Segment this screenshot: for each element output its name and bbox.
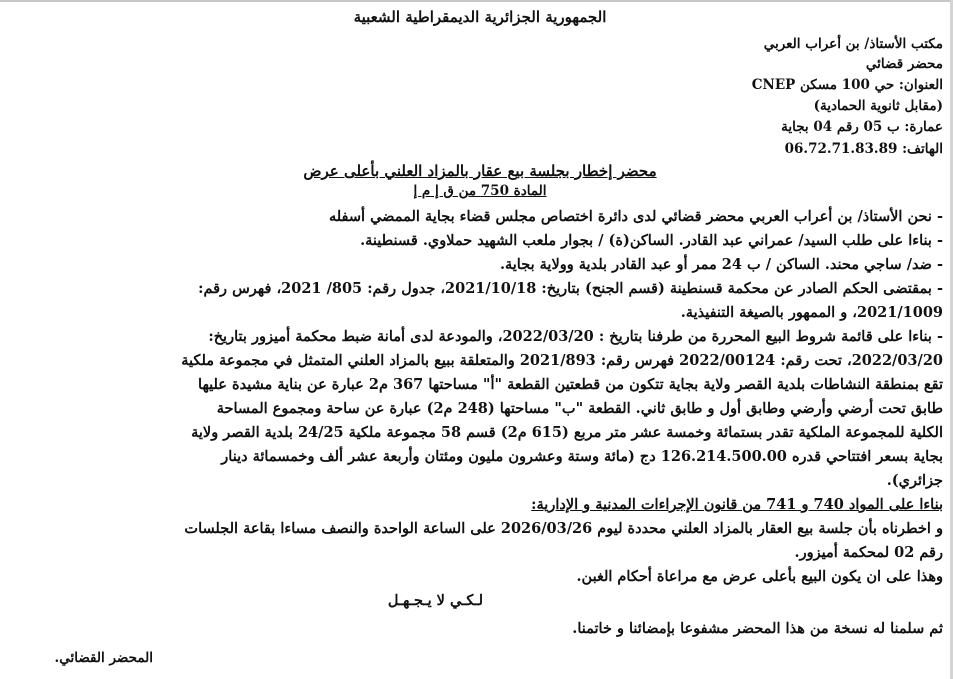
copy-statement: ثم سلمنا له نسخة من هذا المحضر مشفوعا بإمضائنا و خاتمنا. [572, 620, 943, 637]
office-role: محضر قضائي [865, 56, 943, 72]
office-address: العنوان: حي 100 مسكن CNEP [751, 77, 943, 93]
body-line: 2021/1009، و الممهور بالصيغة التنفيذية. [680, 304, 943, 321]
signature-label: المحضر القضائي. [54, 650, 153, 666]
body-line: - بناءا على طلب السيد/ عمراني عبد القادر. الساكن(ة) / بجوار ملعب الشهيد حملاوي. قسنطينة. [360, 232, 943, 249]
office-name: مكتب الأستاذ/ بن أعراب العربي [763, 36, 943, 52]
office-building: عمارة: ب 05 رقم 04 بجاية [781, 119, 943, 135]
office-phone: الهاتف: 06.72.71.83.89 [784, 141, 943, 157]
body-line: - ضد/ ساجي محند. الساكن / ب 24 ممر أو عبد القادر بلدية وولاية بجاية. [499, 256, 943, 273]
body-line: 2022/03/20، تحت رقم: 2022/00124 فهرس رقم: 2021/893 والمتعلقة ببيع بالمزاد العلني المتمثل في مجموعة ملكية [181, 352, 943, 369]
article-reference: المادة 750 من ق إ م إ [413, 183, 547, 199]
scan-edge-top [0, 0, 953, 2]
legal-basis: بناءا على المواد 740 و 741 من قانون الإجراءات المدنية و الإدارية: [531, 496, 943, 513]
republic-header: الجمهورية الجزائرية الديمقراطية الشعبية [353, 8, 607, 26]
body-line: جزائري). [886, 472, 943, 489]
notice-line: و اخطرناه بأن جلسة بيع العقار بالمزاد العلني محددة ليوم 2026/03/26 على الساعة الواحدة والنصف مساءا بقاعة الجلسات [184, 520, 943, 537]
office-landmark: (مقابل ثانوية الحمادية) [813, 98, 943, 114]
body-line: - نحن الأستاذ/ بن أعراب العربي محضر قضائي لدى دائرة اختصاص مجلس قضاء بجاية الممضي أسفله [328, 208, 943, 225]
body-line: الكلية للمجموعة الملكية تقدر بستمائة وخمسة عشر متر مربع (615 م2) قسم 58 مجموعة ملكية 24/25 بلدية القصر ولاية [191, 424, 943, 441]
body-line: طابق تحت أرضي وأرضي وطابق أول و طابق ثاني. القطعة "ب" مساحتها (248 م2) عبارة عن ساحة ومجموع المساحة [216, 400, 943, 417]
body-line: - بناءا على قائمة شروط البيع المحررة من طرفنا بتاريخ : 2022/03/20، والمودعة لدى أمانة ضبط محكمة أميزور بتاريخ: [208, 328, 943, 345]
notice-line: وهذا على ان يكون البيع بأعلى عرض مع مراعاة أحكام الغبن. [576, 568, 943, 585]
notice-line: رقم 02 لمحكمة أميزور. [794, 544, 943, 561]
document-title: محضر إخطار بجلسة بيع عقار بالمزاد العلني بأعلى عرض [303, 162, 657, 180]
body-line: بجاية بسعر افتتاحي قدره 126.214.500.00 دج (مائة وستة وعشرون مليون ومئتان وأربعة عشر ألف وخمسمائة دينار [221, 448, 943, 465]
closing-phrase: لـكـي لا يـجـهـل [387, 592, 483, 609]
body-line: - بمقتضى الحكم الصادر عن محكمة قسنطينة (قسم الجنح) بتاريخ: 2021/10/18، جدول رقم: 805/ 2021، فهرس رقم: [198, 280, 943, 297]
body-line: تقع بمنطقة النشاطات بلدية القصر ولاية بجاية تتكون من قطعتين القطعة "أ" مساحتها 367 م2 عبارة عن بناية مشيدة عليها [198, 376, 943, 393]
